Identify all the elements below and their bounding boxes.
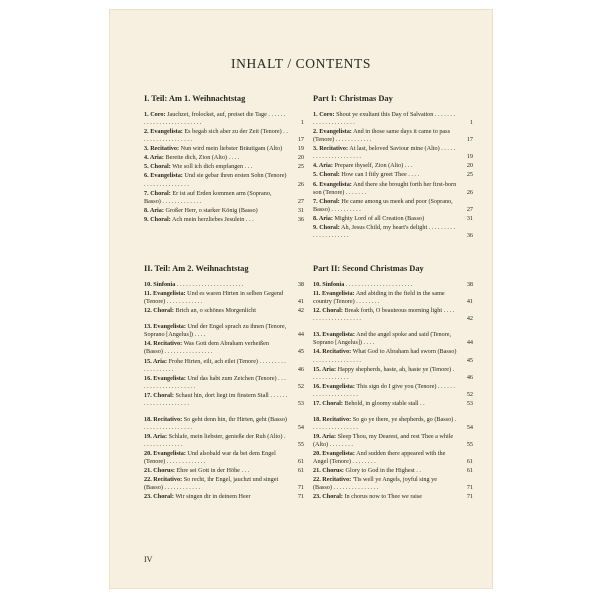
entry-title: Ah, Jesus Child, my heart's delight . . . . . . . . . . . . . . . . . . . . . — [313, 223, 456, 239]
entry-text — [144, 340, 292, 356]
entry-page-number: 61 — [466, 467, 473, 475]
contents-entry — [144, 416, 304, 432]
entry-title: At last, beloved Saviour mine (Alto) . . . . . . . . . . . . . . . . . . . . . — [313, 145, 456, 161]
entry-number: 8. Aria: — [313, 214, 333, 222]
entry-title: Break forth, O beauteous morning light . . . . . . . . . . . . . . . . . . . . — [313, 307, 455, 323]
entry-title: Wie soll ich dich empfangen . . . — [172, 163, 253, 171]
entry-number: 11. Evangelista: — [144, 290, 186, 298]
entry-title: Prepare thyself, Zion (Alto) . . . — [334, 162, 413, 170]
entry-page-number: 36 — [297, 215, 304, 223]
contents-entry — [313, 111, 473, 127]
entry-title: So recht, ihr Engel, jauchzt und singet (Basso) . . . . . . . . . . . . — [144, 476, 279, 492]
contents-entry — [313, 366, 473, 382]
entry-gap — [144, 316, 304, 323]
contents-entry — [144, 154, 304, 162]
entry-page-number: 27 — [466, 205, 473, 213]
section-heading: II. Teil: Am 2. Weihnachtstag — [144, 264, 249, 273]
contents-entry — [313, 290, 473, 306]
entry-title: And the angel spoke and said (Tenore, Soprano [Angelus]) . . . . — [313, 331, 452, 347]
entry-title: This sign do I give you (Tenore) . . . . . . . . . . . . . . . . . . . . . — [313, 382, 455, 398]
entry-title: And there she brought forth her first-born son (Tenore) . . . . . . . — [313, 180, 457, 196]
entry-text — [144, 450, 292, 466]
entry-number: 10. Sinfonia — [144, 281, 176, 288]
entry-number: 14. Recitativo: — [313, 348, 352, 356]
entry-number: 9. Choral: — [144, 215, 171, 223]
entry-text — [144, 163, 292, 171]
entry-page-number: 31 — [466, 214, 473, 222]
contents-entry — [144, 340, 304, 356]
entry-text — [144, 467, 292, 475]
entry-title: Es begab sich aber zu der Zeit (Tenore) . . . . . . . . . . . . . . . . . . — [144, 128, 288, 144]
entry-text — [313, 198, 461, 214]
entry-text — [313, 366, 461, 382]
entry-number: 18. Recitativo: — [144, 415, 183, 423]
contents-entry — [144, 476, 304, 492]
entry-text — [144, 128, 292, 144]
entry-text — [313, 281, 461, 289]
contents-entry — [144, 323, 304, 339]
entry-title: How can I fitly greet Thee . . . . — [341, 171, 420, 179]
entry-title: Ach mein herzliebes Jesulein . . . — [172, 215, 254, 223]
contents-entry — [144, 190, 304, 206]
entry-number: 7. Choral: — [144, 189, 171, 197]
entry-title: Glory to God in the Highest . . — [345, 467, 421, 475]
contents-entry — [144, 128, 304, 144]
entry-page-number: 17 — [466, 136, 473, 144]
entry-page-number: 71 — [466, 493, 473, 501]
entry-text — [313, 307, 461, 323]
contents-entry — [313, 162, 473, 170]
section-heading: I. Teil: Am 1. Weihnachtstag — [144, 94, 246, 103]
contents-entry — [313, 215, 473, 223]
entry-text — [144, 154, 292, 162]
entry-text — [313, 162, 461, 170]
entry-page-number: 46 — [297, 365, 304, 373]
entry-text — [313, 171, 461, 179]
entry-page-number: 41 — [466, 298, 473, 306]
entry-text — [313, 383, 461, 399]
entry-text — [313, 467, 461, 475]
entry-page-number: 44 — [466, 339, 473, 347]
contents-entry — [144, 307, 304, 315]
entry-title: Brich an, o schönes Morgenlicht — [175, 307, 256, 315]
entry-page-number: 38 — [297, 281, 304, 288]
entry-title: Frohe Hirten, eilt, ach eilet (Tenore) . . . . . . . . . . . . . . . . . . . — [144, 357, 286, 373]
contents-entry — [313, 128, 473, 144]
contents-entry — [313, 400, 473, 408]
contents-entry — [313, 145, 473, 161]
contents-entry — [144, 467, 304, 475]
german-part2-column — [144, 264, 304, 503]
entry-text — [313, 450, 461, 466]
entry-title: Schaut hin, dort liegt im finstern Stall . . . . . . . . . . . . . . . . . . . . . — [144, 391, 288, 407]
entry-gap — [313, 324, 473, 331]
entry-title: Shout ye exultant this Day of Salvation . . . . . . . . . . . . . . . . . . . . . — [313, 111, 456, 127]
entry-page-number: 31 — [297, 206, 304, 214]
entry-text — [313, 331, 461, 347]
entry-page-number: 61 — [297, 467, 304, 475]
entry-number: 17. Choral: — [144, 391, 174, 399]
entry-page-number: 45 — [297, 348, 304, 356]
entry-number: 23. Choral: — [313, 493, 343, 501]
entry-number: 20. Evangelista: — [313, 450, 355, 458]
entry-title: Und das habt zum Zeichen (Tenore) . . . . . . . . . . . . . . . . . . . . — [144, 374, 286, 390]
entry-text — [313, 215, 461, 223]
entry-number: 21. Chorus: — [144, 467, 175, 475]
entry-page-number: 19 — [466, 153, 473, 161]
entry-text — [313, 348, 461, 364]
entry-page-number: 42 — [297, 307, 304, 315]
contents-entry — [313, 348, 473, 364]
entry-number: 4. Aria: — [144, 154, 164, 162]
entry-title: 'Tis well ye Angels, joyful sing ye (Basso) . . . . . . . . . . . . . . . — [313, 476, 437, 492]
entry-number: 11. Evangelista: — [313, 290, 355, 298]
entry-page-number: 61 — [297, 458, 304, 466]
entry-title: So geht denn hin, ihr Hirten, geht (Basso) . . . . . . . . . . . . . . . . — [144, 415, 287, 431]
entry-page-number: 54 — [297, 423, 304, 431]
entry-title: Und alsobald war da bei dem Engel (Tenore) . . . . . . . . . . . . . — [144, 450, 276, 466]
entry-number: 22. Recitativo: — [144, 476, 183, 484]
contents-entry — [313, 467, 473, 475]
contents-entry — [144, 111, 304, 127]
entry-number: 2. Evangelista: — [144, 128, 183, 136]
entry-text — [313, 145, 461, 161]
contents-entry — [144, 207, 304, 215]
contents-entry — [144, 493, 304, 501]
entry-text — [313, 493, 461, 501]
entry-number: 6. Evangelista: — [313, 180, 352, 188]
entry-number: 2. Evangelista: — [313, 128, 352, 136]
english-part2-column — [313, 264, 473, 503]
entry-number: 14. Recitativo: — [144, 340, 183, 348]
entry-page-number: 17 — [297, 136, 304, 144]
contents-entry — [313, 307, 473, 323]
entry-text — [144, 190, 292, 206]
entry-number: 1. Coro: — [144, 111, 166, 118]
entry-page-number: 26 — [466, 188, 473, 196]
entry-page-number: 36 — [466, 231, 473, 239]
entry-page-number: 25 — [297, 163, 304, 171]
entry-page-number: 20 — [297, 154, 304, 162]
entry-page-number: 1 — [469, 119, 473, 127]
entry-page-number: 71 — [297, 484, 304, 492]
entry-title: And sudden there appeared with the Angel (Tenore) . . . . . . . . — [313, 450, 446, 466]
contents-entry — [313, 476, 473, 492]
entry-page-number: 55 — [466, 441, 473, 449]
contents-entry — [144, 281, 304, 289]
entry-text — [144, 290, 292, 306]
entry-title: Was Gott dem Abraham verheißen (Basso) . . . . . . . . . . . . . . . . — [144, 340, 270, 356]
contents-entry — [144, 450, 304, 466]
entry-title: And in those same days it came to pass (Tenore) . . . . . . . . . . . . — [313, 128, 450, 144]
entry-text — [144, 145, 292, 153]
entry-number: 10. Sinfonia — [313, 281, 345, 288]
entry-title: Nun wird mein liebster Bräutigam (Alto) — [180, 145, 283, 153]
entry-number: 8. Aria: — [144, 206, 164, 214]
entry-number: 17. Choral: — [313, 399, 343, 407]
contents-entry — [313, 493, 473, 501]
contents-entry — [313, 331, 473, 347]
entry-page-number: 71 — [297, 493, 304, 501]
entry-number: 5. Choral: — [144, 163, 171, 171]
contents-entry — [313, 433, 473, 449]
entry-text — [144, 476, 292, 492]
entry-number: 3. Recitativo: — [313, 145, 349, 153]
entry-text — [144, 281, 292, 289]
entry-title: Und sie gebar ihren ersten Sohn (Tenore) . . . . . . . . . . . . . . . — [144, 172, 287, 188]
entry-text — [144, 216, 292, 224]
entry-text — [144, 307, 292, 315]
entry-page-number: 44 — [297, 331, 304, 339]
entry-text — [144, 433, 292, 449]
entry-text — [144, 392, 292, 408]
entry-page-number: 52 — [297, 382, 304, 390]
section-heading: Part II: Second Christmas Day — [313, 264, 424, 273]
entry-page-number: 26 — [297, 180, 304, 188]
contents-entry — [313, 224, 473, 240]
entry-title: . . . . . . . . . . . . . . . . . . . . . . — [345, 281, 413, 288]
entry-text — [313, 111, 461, 127]
entry-gap — [313, 409, 473, 416]
entry-number: 20. Evangelista: — [144, 450, 186, 458]
contents-entry — [144, 358, 304, 374]
entry-number: 22. Recitativo: — [313, 476, 352, 484]
entry-number: 9. Choral: — [313, 223, 340, 231]
entry-text — [313, 400, 461, 408]
contents-entry — [313, 416, 473, 432]
entry-text — [144, 416, 292, 432]
entry-title: And abiding in the field in the same country (Tenore) . . . . . . . . — [313, 290, 445, 306]
german-part1-column — [144, 94, 304, 225]
entry-number: 15. Aria: — [313, 365, 337, 373]
entry-page-number: 46 — [466, 373, 473, 381]
entry-number: 19. Aria: — [313, 433, 337, 440]
entry-number: 4. Aria: — [313, 162, 333, 170]
entry-number: 12. Choral: — [144, 307, 174, 315]
entry-page-number: 42 — [466, 315, 473, 323]
entry-page-number: 45 — [466, 356, 473, 364]
page-number: IV — [144, 555, 153, 564]
entry-text — [313, 433, 461, 449]
entry-text — [313, 128, 461, 144]
entry-title: Bereite dich, Zion (Alto) . . . . — [165, 154, 240, 162]
entry-title: . . . . . . . . . . . . . . . . . . . . . . — [176, 281, 244, 288]
entry-title: Und der Engel sprach zu ihnen (Tenore, Soprano [Angelus]) . . . . — [144, 323, 287, 339]
entry-number: 1. Coro: — [313, 111, 335, 118]
entry-number: 12. Choral: — [313, 307, 343, 315]
entry-number: 19. Aria: — [144, 433, 168, 440]
contents-entry — [144, 433, 304, 449]
entry-number: 16. Evangelista: — [144, 374, 186, 382]
entry-text — [313, 181, 461, 197]
entry-number: 16. Evangelista: — [313, 382, 355, 390]
entry-title: He came among us meek and poor (Soprano, Basso) . . . . . . . . . . — [313, 197, 453, 213]
entry-page-number: 38 — [466, 281, 473, 288]
contents-entry — [144, 216, 304, 224]
entry-text — [144, 111, 292, 127]
entry-number: 7. Choral: — [313, 197, 340, 205]
contents-entry — [313, 383, 473, 399]
entry-page-number: 41 — [297, 298, 304, 306]
entry-title: So go ye there, ye shepherds, go (Basso) . . . . . . . . . . . . . . . . — [313, 415, 457, 431]
entry-number: 21. Chorus: — [313, 467, 344, 475]
entry-page-number: 19 — [297, 145, 304, 153]
entry-page-number: 1 — [300, 119, 304, 127]
contents-entry — [313, 450, 473, 466]
entry-text — [313, 224, 461, 240]
entry-title: Sleep Thou, my Dearest, and rest Thee a while (Alto) . . . . . . . . — [313, 433, 454, 449]
entry-title: Ehre sei Gott in der Höhe . . . — [176, 467, 250, 475]
contents-entry — [144, 392, 304, 408]
english-part1-column — [313, 94, 473, 241]
entry-title: Er ist auf Erden kommen arm (Soprano, Basso) . . . . . . . . . . . . . — [144, 189, 272, 205]
entry-number: 5. Choral: — [313, 171, 340, 179]
contents-entry — [313, 281, 473, 289]
entry-title: Und es waren Hirten in selben Gegend (Tenore) . . . . . . . . . . . . — [144, 290, 284, 306]
entry-number: 15. Aria: — [144, 357, 168, 365]
entry-title: In chorus now to Thee we raise — [344, 493, 423, 501]
entry-page-number: 61 — [466, 458, 473, 466]
entry-page-number: 25 — [466, 171, 473, 179]
entry-title: Behold, in gloomy stable stall . . — [344, 399, 425, 407]
contents-entry — [144, 145, 304, 153]
contents-entry — [144, 290, 304, 306]
entry-page-number: 27 — [297, 197, 304, 205]
contents-entry — [313, 198, 473, 214]
contents-entry — [144, 163, 304, 171]
entry-text — [313, 290, 461, 306]
entry-title: What God to Abraham had sworn (Basso) . . . . . . . . . . . . . . . . — [313, 348, 457, 364]
entry-text — [313, 416, 461, 432]
entry-page-number: 52 — [466, 390, 473, 398]
entry-number: 18. Recitativo: — [313, 415, 352, 423]
entry-page-number: 53 — [297, 399, 304, 407]
entry-text — [144, 172, 292, 188]
contents-entry — [313, 171, 473, 179]
entry-text — [144, 375, 292, 391]
entry-title: Schlafe, mein liebster, genieße der Ruh (Alto) . . . . . . . . . . . . . . — [144, 433, 286, 449]
entry-text — [144, 207, 292, 215]
page-title: INHALT / CONTENTS — [231, 56, 371, 71]
entry-title: Wir singen dir in deinem Heer — [175, 493, 251, 501]
entry-title: Jauchzet, frolocket, auf, preiset die Tage . . . . . . . . . . . . . . . . . . . . . . . . . — [144, 111, 286, 127]
entry-title: Großer Herr, o starker König (Basso) — [165, 206, 258, 214]
contents-entry — [313, 181, 473, 197]
entry-number: 23. Choral: — [144, 493, 174, 501]
entry-title: Happy shepherds, haste, ah, haste ye (Tenore) . . . . . . . . . . . . . — [313, 365, 455, 381]
entry-number: 13. Evangelista: — [144, 323, 186, 331]
entry-number: 13. Evangelista: — [313, 331, 355, 339]
entry-number: 6. Evangelista: — [144, 172, 183, 180]
contents-page — [110, 10, 492, 588]
entry-text — [144, 323, 292, 339]
contents-entry — [144, 375, 304, 391]
entry-page-number: 20 — [466, 162, 473, 170]
contents-entry — [144, 172, 304, 188]
entry-page-number: 54 — [466, 423, 473, 431]
entry-text — [144, 493, 292, 501]
entry-text — [313, 476, 461, 492]
entry-gap — [144, 409, 304, 416]
entry-page-number: 71 — [466, 484, 473, 492]
section-heading: Part I: Christmas Day — [313, 94, 393, 103]
entry-page-number: 55 — [297, 441, 304, 449]
entry-number: 3. Recitativo: — [144, 145, 180, 153]
entry-title: Mighty Lord of all Creation (Basso) — [334, 214, 425, 222]
entry-page-number: 53 — [466, 399, 473, 407]
entry-text — [144, 358, 292, 374]
